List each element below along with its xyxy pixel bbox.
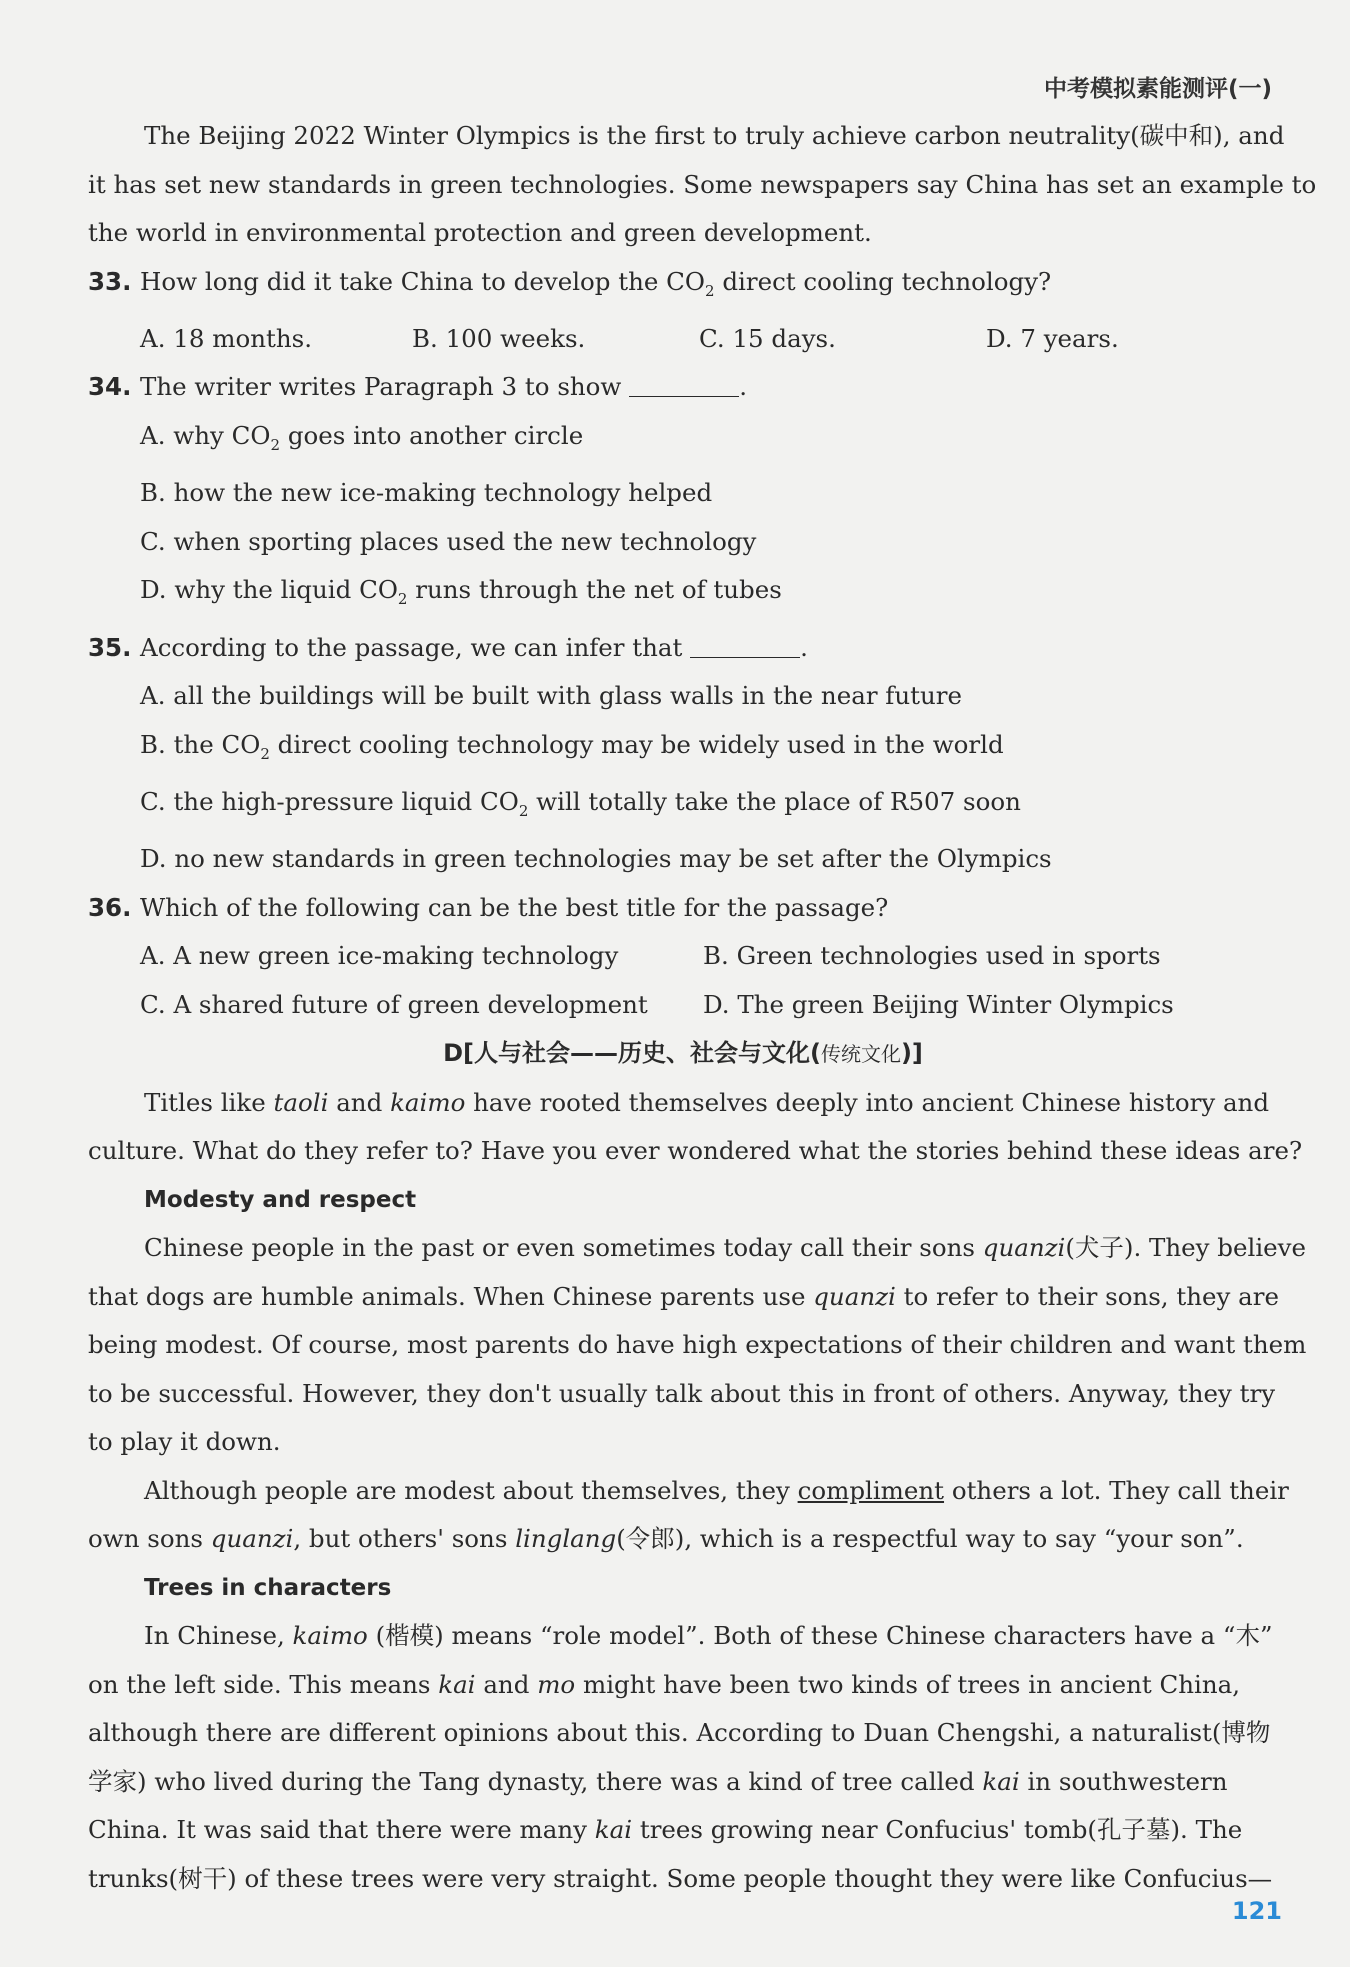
page-header: 中考模拟素能测评(一) bbox=[1043, 76, 1272, 102]
text-line: being modest. Of course, most parents do have high expectations of their children and want them bbox=[88, 1330, 1307, 1360]
text-line: The Beijing 2022 Winter Olympics is the first to truly achieve carbon neutrality(碳中和), and bbox=[144, 121, 1285, 150]
text-line: on the left side. This means kai and mo might have been two kinds of trees in ancient China, bbox=[88, 1669, 1241, 1699]
subheading: Trees in characters bbox=[144, 1574, 392, 1601]
option-d: D. no new standards in green technologies may be set after the Olympics bbox=[140, 844, 1052, 874]
underlined-word: compliment bbox=[797, 1475, 945, 1505]
option-c: C. when sporting places used the new technology bbox=[140, 526, 757, 556]
question-stem: Which of the following can be the best title for the passage? bbox=[140, 892, 889, 922]
option-a: A. all the buildings will be built with glass walls in the near future bbox=[140, 681, 962, 711]
option-d: D. why the liquid $CO_2$ runs through the net of tubes bbox=[140, 575, 782, 609]
question-36 bbox=[88, 884, 1278, 933]
text-line: trunks(树干) of these trees were very straight. Some people thought they were like Confucius— bbox=[88, 1863, 1273, 1893]
text-line: culture. What do they refer to? Have you ever wondered what the stories behind these ideas are? bbox=[88, 1136, 1303, 1166]
text-line: the world in environmental protection and green development. bbox=[88, 218, 872, 247]
option-d: D. The green Beijing Winter Olympics bbox=[703, 989, 1174, 1019]
text-line: China. It was said that there were many kai trees growing near Confucius' tomb(孔子墓). The bbox=[88, 1815, 1243, 1845]
question-34 bbox=[88, 363, 1278, 412]
question-33-options bbox=[88, 315, 1278, 364]
subheading: Modesty and respect bbox=[144, 1186, 417, 1213]
text-line: to be successful. However, they don't usually talk about this in front of others. Anyway, they try bbox=[88, 1378, 1276, 1408]
option-a: A. A new green ice-making technology bbox=[140, 941, 619, 971]
text-line: although there are different opinions about this. According to Duan Chengshi, a naturalist(博物 bbox=[88, 1718, 1271, 1748]
question-number: 33. bbox=[88, 266, 132, 296]
question-stem: The writer writes Paragraph 3 to show . bbox=[140, 363, 747, 412]
answer-blank bbox=[629, 368, 739, 397]
page-number: 121 bbox=[1231, 1897, 1282, 1925]
option-c: C. A shared future of green development bbox=[140, 989, 648, 1019]
option-b: B. 100 weeks. bbox=[412, 323, 586, 353]
text-line: it has set new standards in green technologies. Some newspapers say China has set an example to bbox=[88, 169, 1317, 199]
document-body bbox=[88, 112, 1317, 1903]
option-a: A. 18 months. bbox=[140, 323, 312, 353]
question-33 bbox=[88, 258, 1278, 315]
section-title: D[人与社会——历史、社会与文化(传统文化)] bbox=[443, 1039, 923, 1068]
answer-blank bbox=[690, 629, 800, 658]
option-c: C. 15 days. bbox=[699, 323, 836, 353]
text-line: Although people are modest about themselves, they compliment others a lot. They call their bbox=[144, 1475, 1289, 1505]
option-d: D. 7 years. bbox=[986, 323, 1119, 353]
text-line: Titles like taoli and kaimo have rooted themselves deeply into ancient Chinese history and bbox=[144, 1087, 1270, 1117]
text-line: own sons quanzi, but others' sons linglang(令郎), which is a respectful way to say “your son”. bbox=[88, 1524, 1244, 1554]
text-line: 学家) who lived during the Tang dynasty, there was a kind of tree called kai in southwestern bbox=[88, 1766, 1228, 1796]
option-c: C. the high-pressure liquid $CO_2$ will totally take the place of R507 soon bbox=[140, 787, 1021, 820]
text-line: that dogs are humble animals. When Chinese parents use quanzi to refer to their sons, they are bbox=[88, 1281, 1279, 1311]
question-stem: According to the passage, we can infer that . bbox=[140, 624, 808, 673]
question-36-options-row2 bbox=[88, 981, 1278, 1030]
text-line: In Chinese, kaimo (楷模) means “role model”. Both of these Chinese characters have a “木” bbox=[144, 1621, 1273, 1651]
option-b: B. the $CO_2$ direct cooling technology may be widely used in the world bbox=[140, 729, 1004, 763]
option-a: A. why $CO_2$ goes into another circle bbox=[140, 420, 584, 454]
question-36-options-row1 bbox=[88, 932, 1278, 981]
option-b: B. Green technologies used in sports bbox=[703, 941, 1161, 971]
question-number: 35. bbox=[88, 632, 132, 662]
question-number: 36. bbox=[88, 892, 132, 922]
text-line: Chinese people in the past or even sometimes today call their sons quanzi(犬子). They believe bbox=[144, 1233, 1306, 1263]
question-35 bbox=[88, 624, 1278, 673]
text-line: to play it down. bbox=[88, 1427, 281, 1457]
question-stem: How long did it take China to develop the $CO_2$ direct cooling technology? bbox=[140, 266, 1052, 300]
question-number: 34. bbox=[88, 372, 132, 402]
option-b: B. how the new ice-making technology helped bbox=[140, 478, 713, 508]
intro-paragraph bbox=[88, 112, 1317, 258]
